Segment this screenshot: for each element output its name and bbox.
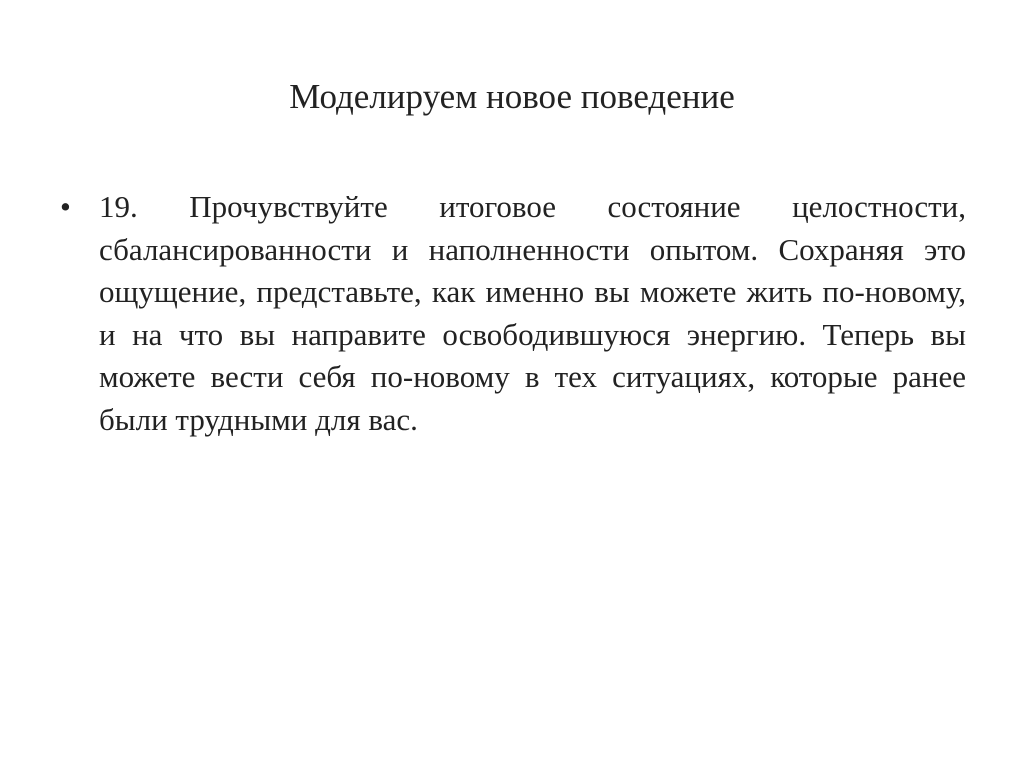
bullet-marker: • [60,189,71,224]
bullet-text: 19. Прочувствуйте итоговое состояние целостности, сбалансированности и наполненности опытом. Сохраняя это ощущение, представьте, как именно вы можете жить по-новому, и на что вы направите освободившуюся энергию. Теперь вы можете вести себя по-новому в тех ситуациях, которые ранее были трудными для вас. [99,189,966,437]
slide-title: Моделируем новое поведение [289,77,735,116]
bullet-list [60,186,966,442]
bullet-item [60,186,966,442]
